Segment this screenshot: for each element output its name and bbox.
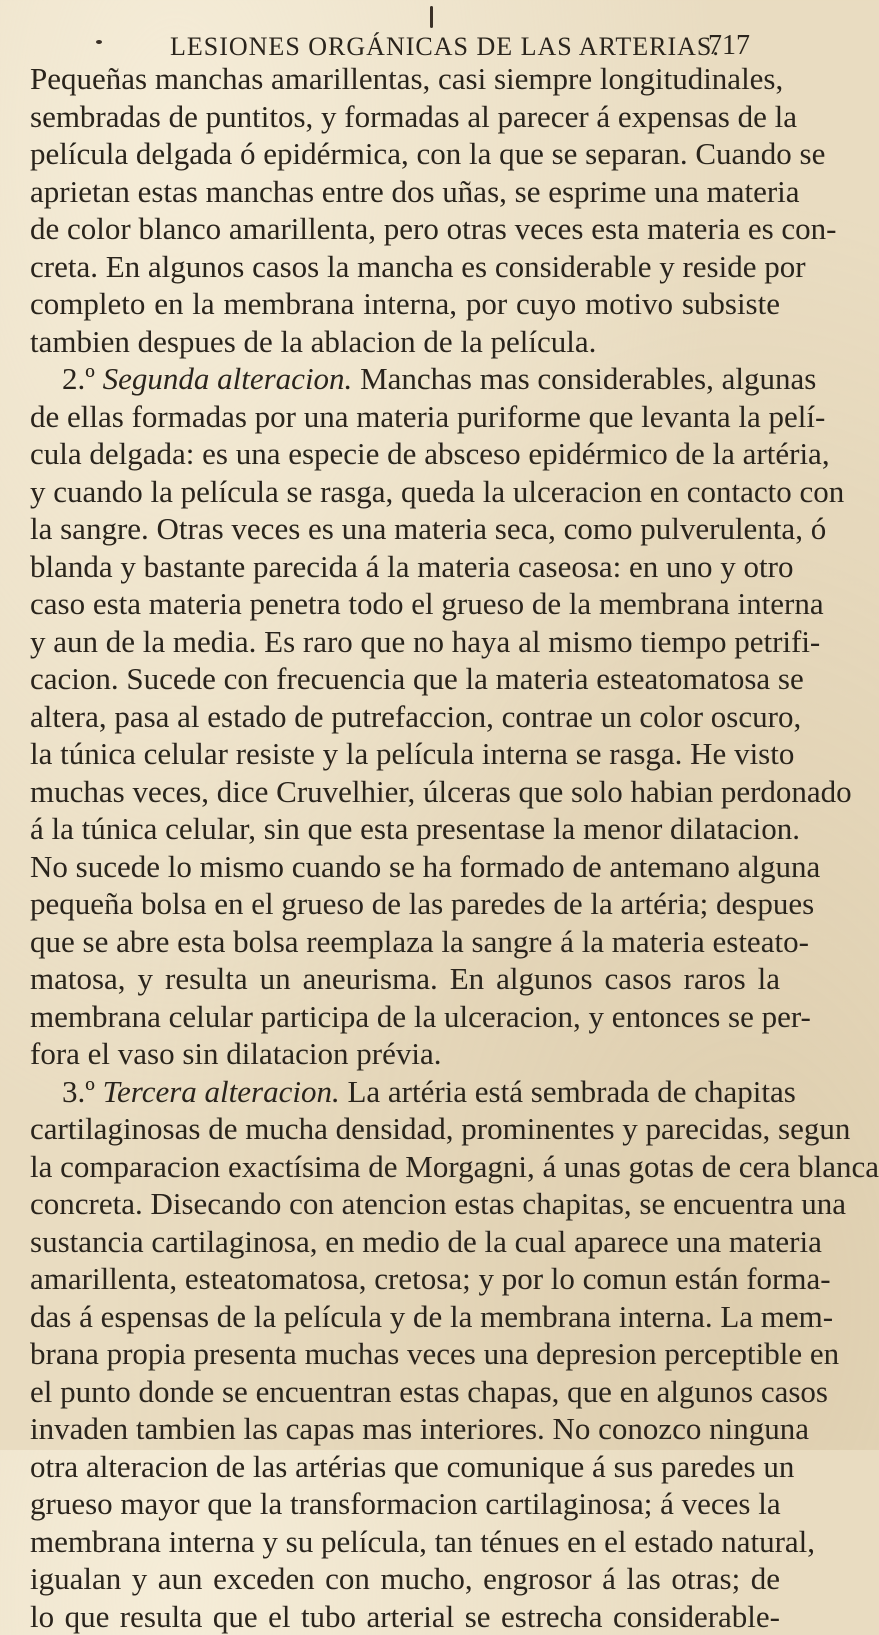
text-line: membrana celular participa de la ulceracion, y entonces se per- <box>30 998 780 1036</box>
text-line: y aun de la media. Es raro que no haya al mismo tiempo petrifi- <box>30 623 780 661</box>
text-line: invaden tambien las capas mas interiores. No conozco ninguna <box>30 1410 780 1448</box>
text-line: la sangre. Otras veces es una materia seca, como pulverulenta, ó <box>30 510 780 548</box>
text-line: No sucede lo mismo cuando se ha formado de antemano alguna <box>30 848 780 886</box>
section-heading-line: 2.º Segunda alteracion. Manchas mas considerables, algunas <box>30 360 780 398</box>
text-line: brana propia presenta muchas veces una depresion perceptible en <box>30 1335 780 1373</box>
text-line: membrana interna y su película, tan ténues en el estado natural, <box>30 1523 780 1561</box>
text-line: fora el vaso sin dilatacion prévia. <box>30 1035 780 1073</box>
text-line: concreta. Disecando con atencion estas chapitas, se encuentra una <box>30 1185 780 1223</box>
text-line: lo que resulta que el tubo arterial se estrecha considerable- <box>30 1598 780 1635</box>
text-line: el punto donde se encuentran estas chapas, que en algunos casos <box>30 1373 780 1411</box>
text-line: grueso mayor que la transformacion cartilaginosa; á veces la <box>30 1485 780 1523</box>
text-line: Pequeñas manchas amarillentas, casi siempre longitudinales, <box>30 60 780 98</box>
text-line: altera, pasa al estado de putrefaccion, contrae un color oscuro, <box>30 698 780 736</box>
text-line: que se abre esta bolsa reemplaza la sangre á la materia esteato- <box>30 923 780 961</box>
section-heading-line: 3.º Tercera alteracion. La artéria está sembrada de chapitas <box>30 1073 780 1111</box>
text-line: pequeña bolsa en el grueso de las paredes de la artéria; despues <box>30 885 780 923</box>
text-line: tambien despues de la ablacion de la película. <box>30 323 780 361</box>
italic-section-title: Segunda alteracion. <box>103 361 353 396</box>
text-line: de ellas formadas por una materia puriforme que levanta la pelí- <box>30 398 780 436</box>
text-line: aprietan estas manchas entre dos uñas, se esprime una materia <box>30 173 780 211</box>
italic-section-title: Tercera alteracion. <box>103 1074 340 1109</box>
text-line: la comparacion exactísima de Morgagni, á unas gotas de cera blanca <box>30 1148 780 1186</box>
text-line: y cuando la película se rasga, queda la ulceracion en contacto con <box>30 473 780 511</box>
ink-speck <box>96 40 102 44</box>
text-line: completo en la membrana interna, por cuyo motivo subsiste <box>30 285 780 323</box>
text-line: cacion. Sucede con frecuencia que la materia esteatomatosa se <box>30 660 780 698</box>
text-line: la túnica celular resiste y la película interna se rasga. He visto <box>30 735 780 773</box>
text-line: das á espensas de la película y de la membrana interna. La mem- <box>30 1298 780 1336</box>
text-line: muchas veces, dice Cruvelhier, úlceras que solo habian perdonado <box>30 773 780 811</box>
text-line: sustancia cartilaginosa, en medio de la cual aparece una materia <box>30 1223 780 1261</box>
text-line: amarillenta, esteatomatosa, cretosa; y por lo comun están forma- <box>30 1260 780 1298</box>
running-title: LESIONES ORGÁNICAS DE LAS ARTERIAS. <box>170 32 720 62</box>
text-line: película delgada ó epidérmica, con la que se separan. Cuando se <box>30 135 780 173</box>
text-line: de color blanco amarillenta, pero otras veces esta materia es con- <box>30 210 780 248</box>
text-line: creta. En algunos casos la mancha es considerable y reside por <box>30 248 780 286</box>
text-line: blanda y bastante parecida á la materia caseosa: en uno y otro <box>30 548 780 586</box>
text-line: cula delgada: es una especie de absceso epidérmico de la artéria, <box>30 435 780 473</box>
text-line: matosa, y resulta un aneurisma. En algunos casos raros la <box>30 960 780 998</box>
text-line: igualan y aun exceden con mucho, engrosor á las otras; de <box>30 1560 780 1598</box>
body-text <box>30 60 780 1635</box>
ink-speck <box>430 6 433 28</box>
text-line: á la túnica celular, sin que esta presentase la menor dilatacion. <box>30 810 780 848</box>
text-line: caso esta materia penetra todo el grueso de la membrana interna <box>30 585 780 623</box>
text-line: sembradas de puntitos, y formadas al parecer á expensas de la <box>30 98 780 136</box>
text-line: cartilaginosas de mucha densidad, prominentes y parecidas, segun <box>30 1110 780 1148</box>
text-line: otra alteracion de las artérias que comunique á sus paredes un <box>30 1448 780 1486</box>
page-number: 717 <box>708 30 750 62</box>
